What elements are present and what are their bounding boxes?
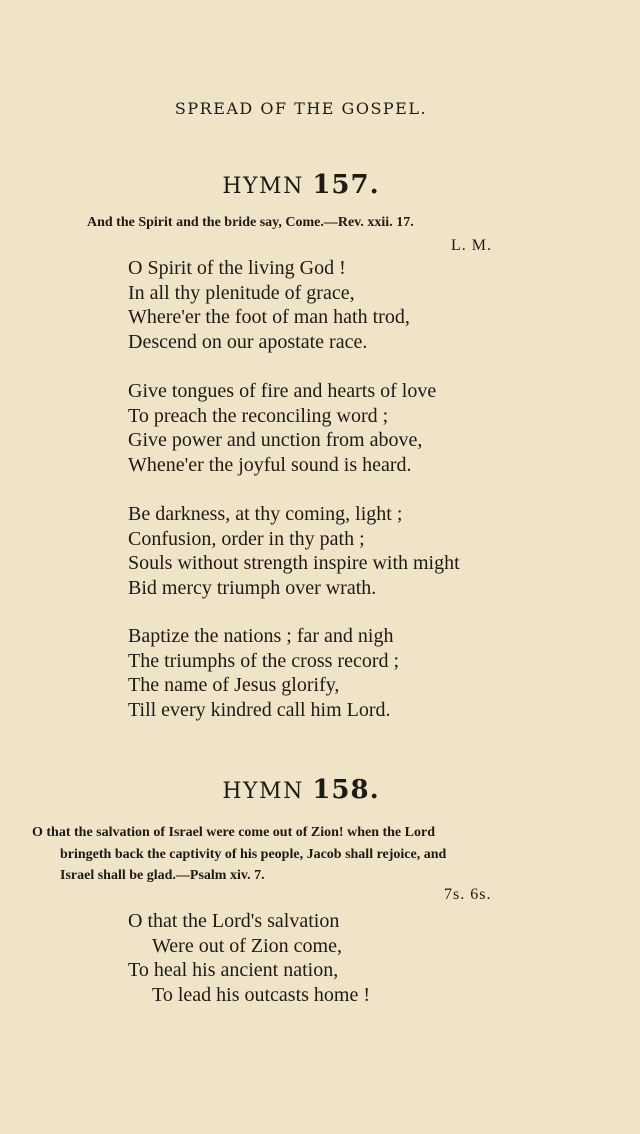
verse-line: To lead his outcasts home ! — [152, 983, 370, 1006]
verse-line: Souls without strength inspire with might — [128, 552, 460, 575]
hymn-157-title — [0, 170, 602, 200]
hymn-157-epigraph: And the Spirit and the bride say, Come.—Rev. xxii. 17. — [87, 215, 414, 230]
running-head: SPREAD OF THE GOSPEL. — [174, 99, 428, 118]
hymn-157-stanza-4 — [128, 624, 399, 722]
hymn-157-title-word: HYMN — [222, 174, 304, 199]
verse-line: Whene'er the joyful sound is heard. — [128, 453, 412, 476]
verse-line: Give tongues of fire and hearts of love — [128, 380, 437, 402]
verse-line: Give power and unction from above, — [128, 429, 423, 452]
verse-line: Descend on our apostate race. — [128, 330, 368, 353]
verse-line: Where'er the foot of man hath trod, — [128, 306, 410, 329]
verse-line: The name of Jesus glorify, — [128, 674, 340, 697]
hymn-158-stanza-1 — [128, 909, 370, 1007]
verse-line: O Spirit of the living God ! — [128, 257, 346, 279]
hymn-158-title — [0, 775, 602, 805]
verse-line: The triumphs of the cross record ; — [128, 649, 400, 672]
hymn-158-meter: 7s. 6s. — [444, 886, 492, 903]
hymn-158-epigraph-line-1: O that the salvation of Israel were come out of Zion! when the Lord — [32, 825, 435, 840]
hymn-157-stanza-3 — [128, 502, 460, 600]
hymn-158-number: 158. — [312, 775, 380, 805]
verse-line: Bid mercy triumph over wrath. — [128, 576, 377, 599]
hymn-157-number: 157. — [312, 170, 380, 200]
hymn-157-stanza-1 — [128, 256, 410, 354]
verse-line: Were out of Zion come, — [152, 934, 342, 957]
hymn-158-title-word: HYMN — [222, 779, 304, 804]
verse-line: O that the Lord's salvation — [128, 910, 340, 932]
hymn-157-stanza-2 — [128, 379, 436, 477]
verse-line: Baptize the nations ; far and nigh — [128, 625, 394, 647]
verse-line: Be darkness, at thy coming, light ; — [128, 503, 403, 525]
verse-line: Confusion, order in thy path ; — [128, 527, 365, 550]
verse-line: To preach the reconciling word ; — [128, 404, 389, 427]
hymn-158-epigraph-line-2: bringeth back the captivity of his people, Jacob shall rejoice, and — [60, 847, 447, 862]
hymn-158-epigraph-line-3: Israel shall be glad.—Psalm xiv. 7. — [60, 868, 265, 883]
verse-line: To heal his ancient nation, — [128, 959, 339, 982]
verse-line: In all thy plenitude of grace, — [128, 281, 355, 304]
hymn-157-meter: L. M. — [451, 237, 492, 254]
verse-line: Till every kindred call him Lord. — [128, 698, 391, 721]
